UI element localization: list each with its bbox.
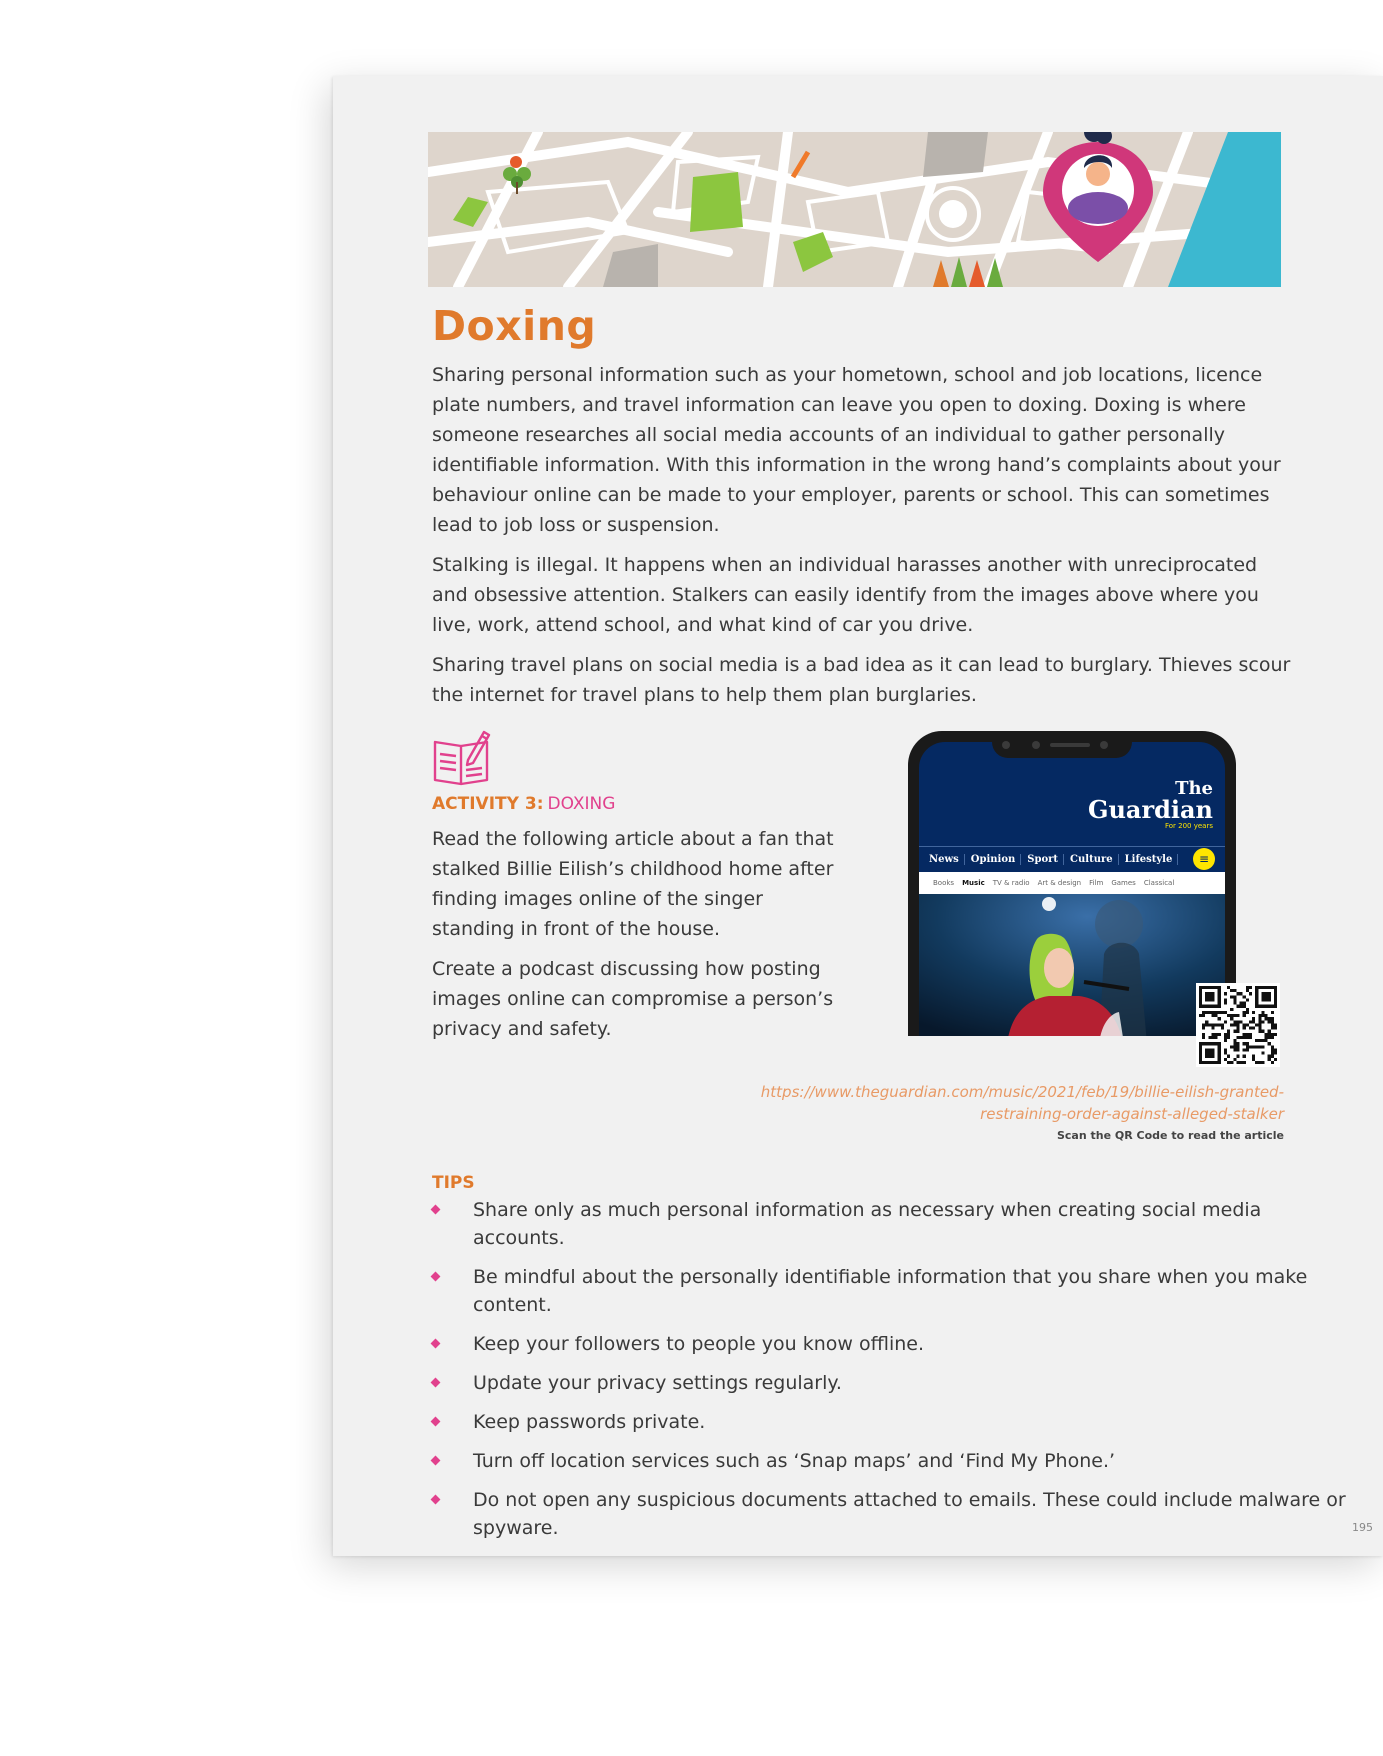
- nav-item-lifestyle[interactable]: Lifestyle: [1125, 854, 1179, 865]
- guardian-logo: [1088, 780, 1213, 830]
- article-photo: [919, 894, 1225, 1036]
- nav-item-sport[interactable]: Sport: [1027, 854, 1064, 865]
- phone-mockup: [908, 731, 1236, 1036]
- paragraph: Stalking is illegal. It happens when an individual harasses another with unreciprocated and obsessive attention. Stalkers can easily identify from the images above where you live, work, attend school, and what kind of car you drive.: [432, 554, 1259, 636]
- diamond-bullet-icon: [431, 1272, 441, 1282]
- guardian-subnav: [919, 872, 1225, 894]
- nav-item-news[interactable]: News: [929, 854, 965, 865]
- tips-list: [432, 1196, 1352, 1553]
- subnav-item-music[interactable]: Music: [962, 879, 985, 887]
- diamond-bullet-icon: [431, 1417, 441, 1427]
- list-item: Keep your followers to people you know offline.: [432, 1330, 1352, 1358]
- document-page: [333, 76, 1383, 1556]
- intro-text: [432, 360, 1292, 720]
- logo-the: The: [1175, 778, 1213, 799]
- diamond-bullet-icon: [431, 1205, 441, 1215]
- subnav-item-film[interactable]: Film: [1089, 879, 1104, 887]
- page-number: 195: [1352, 1521, 1373, 1534]
- subnav-item-books[interactable]: Books: [933, 879, 955, 887]
- logo-sub: For 200 years: [1164, 822, 1213, 830]
- list-item: Turn off location services such as ‘Snap maps’ and ‘Find My Phone.’: [432, 1447, 1352, 1475]
- diamond-bullet-icon: [431, 1456, 441, 1466]
- notebook-pencil-icon: [432, 726, 494, 788]
- diamond-bullet-icon: [431, 1378, 441, 1388]
- nav-item-culture[interactable]: Culture: [1070, 854, 1119, 865]
- activity-text: [432, 824, 842, 1054]
- paragraph: Read the following article about a fan that stalked Billie Eilish’s childhood home after finding images online of the singer standing in front of the house.: [432, 828, 834, 940]
- diamond-bullet-icon: [431, 1339, 441, 1349]
- phone-notch: [992, 731, 1132, 758]
- qr-code: [1196, 983, 1280, 1067]
- map-banner-illustration: [428, 132, 1281, 287]
- activity-sublabel: DOXING: [547, 794, 616, 814]
- logo-name: Guardian: [1087, 795, 1213, 824]
- list-item: Share only as much personal information as necessary when creating social media accounts.: [432, 1196, 1352, 1252]
- activity-heading: [432, 794, 615, 814]
- list-item: Be mindful about the personally identifiable information that you share when you make content.: [432, 1263, 1352, 1319]
- hamburger-menu-icon[interactable]: ≡: [1193, 848, 1215, 870]
- qr-caption: Scan the QR Code to read the article: [1056, 1129, 1284, 1142]
- nav-item-opinion[interactable]: Opinion: [971, 854, 1022, 865]
- list-item: Update your privacy settings regularly.: [432, 1369, 1352, 1397]
- paragraph: Create a podcast discussing how posting images online can compromise a person’s privacy and safety.: [432, 958, 834, 1040]
- subnav-item-art-design[interactable]: Art & design: [1037, 879, 1082, 887]
- subnav-item-games[interactable]: Games: [1111, 879, 1136, 887]
- paragraph: Sharing travel plans on social media is a bad idea as it can lead to burglary. Thieves scour the internet for travel plans to help them plan burglaries.: [432, 654, 1291, 706]
- activity-label: ACTIVITY 3:: [432, 794, 544, 814]
- article-link[interactable]: https://www.theguardian.com/music/2021/feb/19/billie-eilish-granted-restraining-order-against-alleged-stalker: [760, 1083, 1284, 1123]
- paragraph: Sharing personal information such as your hometown, school and job locations, licence plate numbers, and travel information can leave you open to doxing. Doxing is where someone researches all social media accounts of an individual to gather personally identifiable information. With this information in the wrong hand’s complaints about your behaviour online can be made to your employer, parents or school. This can sometimes lead to job loss or suspension.: [432, 364, 1281, 536]
- phone-screen: [919, 742, 1225, 1036]
- subnav-item-tv-radio[interactable]: TV & radio: [992, 879, 1030, 887]
- list-item: Keep passwords private.: [432, 1408, 1352, 1436]
- page-title: Doxing: [432, 302, 597, 350]
- diamond-bullet-icon: [431, 1495, 441, 1505]
- list-item: Do not open any suspicious documents attached to emails. These could include malware or spyware.: [432, 1486, 1352, 1542]
- tips-heading: TIPS: [432, 1173, 475, 1193]
- subnav-item-classical[interactable]: Classical: [1143, 879, 1175, 887]
- guardian-nav: [919, 846, 1225, 872]
